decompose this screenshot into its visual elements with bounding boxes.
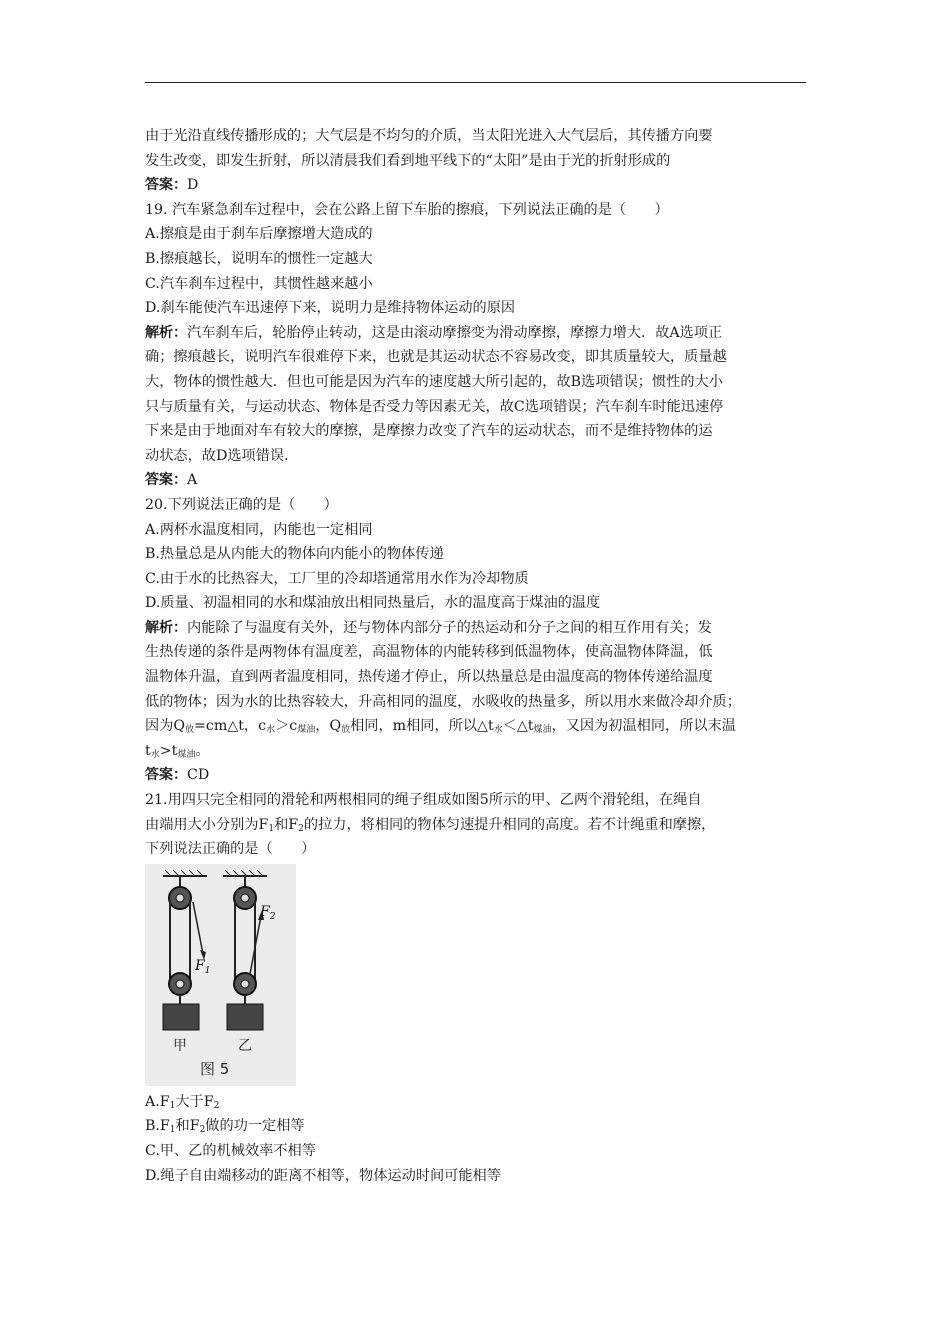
q21-stem: [145, 813, 810, 838]
option-text: B.F: [145, 1118, 170, 1135]
stem-subscript: 2: [298, 823, 304, 834]
answer-value: CD: [187, 767, 210, 784]
q19-option-b: B.擦痕越长，说明车的惯性一定越大: [145, 250, 373, 267]
q18-answer: [145, 173, 810, 198]
formula-subscript: 放: [185, 725, 195, 736]
q21-option-d: D.绳子自由端移动的距离不相等，物体运动时间可能相等: [145, 1167, 501, 1184]
formula-subscript: 水: [266, 725, 276, 736]
analysis-text: 内能除了与温度有关外，还与物体内部分子的热运动和分子之间的相互作用有关；发: [187, 619, 712, 636]
stem-text: 和F: [274, 816, 299, 833]
formula-text: ，Q: [315, 718, 342, 735]
figure-caption: 图 5: [200, 1059, 230, 1078]
q19-analysis-line: 动状态，故D选项错误．: [145, 447, 299, 464]
stem-text: 的拉力，将相同的物体匀速提升相同的高度。若不计绳重和摩擦，: [303, 816, 716, 833]
q19-analysis-line: 下来是由于地面对车有较大的摩擦，是摩擦力改变了汽车的运动状态，而不是维持物体的运: [145, 423, 713, 440]
formula-text: =cm△t，c: [194, 718, 267, 735]
q20-option-d: D.质量、初温相同的水和煤油放出相同热量后，水的温度高于煤油的温度: [145, 595, 601, 612]
q21-option-c: C.甲、乙的机械效率不相等: [145, 1143, 316, 1159]
label-f1: $F_1$: [195, 957, 211, 976]
option-text: 做的功一定相等: [205, 1118, 305, 1135]
q21-option-a: [145, 1090, 810, 1115]
pulley-diagram: [145, 864, 296, 1086]
q19-analysis-line: 只与质量有关，与运动状态、物体是否受力等因素无关，故C选项错误；汽车刹车时能迅速停: [145, 398, 724, 415]
q19-answer: [145, 468, 810, 493]
q20-option-c: C.由于水的比热容大，工厂里的冷却塔通常用水作为冷却物质: [145, 570, 529, 587]
q19-analysis: [145, 321, 810, 346]
analysis-label: 解析：: [145, 324, 187, 341]
formula-text: 。: [195, 742, 210, 759]
stem-subscript: 1: [268, 823, 275, 834]
formula-text: 因为Q: [145, 718, 186, 735]
formula-text: ＜△t: [502, 718, 534, 735]
analysis-label: 解析：: [145, 619, 187, 636]
answer-label: 答案：: [145, 472, 187, 489]
q19-analysis-line: 大，物体的惯性越大．但也可能是因为汽车的速度越大所引起的，故B选项错误；惯性的大小: [145, 373, 723, 390]
formula-subscript: 放: [341, 725, 351, 736]
formula-subscript: 煤油: [533, 725, 552, 736]
q18-analysis-line: 发生改变，即发生折射，所以清晨我们看到地平线下的“太阳”是由于光的折射形成的: [145, 152, 671, 169]
answer-label: 答案：: [145, 177, 187, 194]
q18-analysis-line: 由于光沿直线传播形成的；大气层是不均匀的介质，当太阳光进入大气层后，其传播方向要: [145, 128, 713, 144]
label-jia: 甲: [173, 1037, 187, 1054]
analysis-text: 汽车刹车后，轮胎停止转动，这是由滚动摩擦变为滑动摩擦，摩擦力增大．故A选项正: [187, 324, 723, 341]
q19-option-a: A.擦痕是由于刹车后摩擦增大造成的: [145, 226, 373, 243]
q20-formula-line: [145, 714, 810, 739]
q20-analysis-line: 温物体升温，直到两者温度相同，热传递才停止，所以热量总是由温度高的物体传递给温度: [145, 669, 713, 686]
q20-stem: 20.下列说法正确的是（ ）: [145, 496, 338, 513]
formula-text: 相同，m相同，所以△t: [350, 718, 494, 735]
q21-stem: 下列说法正确的是（ ）: [145, 841, 316, 858]
formula-subscript: 水: [493, 725, 503, 736]
document-body: [145, 124, 810, 1188]
q20-analysis: [145, 616, 810, 641]
option-subscript: 2: [199, 1125, 206, 1136]
q20-answer: [145, 763, 810, 788]
q20-formula-line: [145, 739, 810, 764]
q19-analysis-line: 确；擦痕越长，说明汽车很难停下来，也就是其运动状态不容易改变，即其质量较大，质量越: [145, 349, 727, 366]
header-rule: [145, 82, 806, 83]
q19-option-c: C.汽车刹车过程中，其惯性越来越小: [145, 275, 373, 292]
q20-option-a: A.两杯水温度相同，内能也一定相同: [145, 521, 373, 538]
answer-value: A: [187, 472, 198, 489]
option-text: A.F: [145, 1093, 170, 1110]
option-text: 和F: [175, 1118, 200, 1135]
formula-subscript: 煤油: [177, 749, 196, 760]
label-yi: 乙: [238, 1037, 252, 1054]
q19-option-d: D.刹车能使汽车迅速停下来，说明力是维持物体运动的原因: [145, 300, 516, 317]
label-f2: $F_2$: [260, 903, 276, 922]
load-block: [227, 1004, 263, 1030]
load-block: [163, 1004, 199, 1030]
formula-text: ＞c: [275, 718, 298, 735]
q19-stem: 19. 汽车紧急刹车过程中，会在公路上留下车胎的擦痕，下列说法正确的是（ ）: [145, 201, 669, 218]
q21-option-b: [145, 1114, 810, 1139]
option-text: 大于F: [175, 1093, 214, 1110]
formula-text: >t: [159, 742, 178, 759]
formula-subscript: 煤油: [297, 725, 316, 736]
option-subscript: 2: [213, 1100, 220, 1111]
pulley-figure: [145, 864, 296, 1086]
option-subscript: 1: [169, 1100, 176, 1111]
q20-analysis-line: 生热传递的条件是两物体有温度差，高温物体的内能转移到低温物体，使高温物体降温，低: [145, 644, 713, 661]
formula-text: ，又因为初温相同，所以末温: [551, 718, 736, 735]
answer-value: D: [187, 177, 199, 194]
q20-option-b: B.热量总是从内能大的物体向内能小的物体传递: [145, 546, 444, 563]
q21-stem: 21.用四只完全相同的滑轮和两根相同的绳子组成如图5所示的甲、乙两个滑轮组，在绳自: [145, 792, 702, 809]
formula-text: t: [145, 742, 151, 759]
formula-subscript: 水: [150, 749, 160, 760]
q20-analysis-line: 低的物体；因为水的比热容较大，升高相同的温度，水吸收的热量多，所以用水来做冷却介质；: [145, 693, 741, 710]
figure-background: [145, 864, 296, 1086]
option-subscript: 1: [169, 1125, 176, 1136]
stem-text: 由端用大小分别为F: [145, 816, 269, 833]
answer-label: 答案：: [145, 767, 187, 784]
